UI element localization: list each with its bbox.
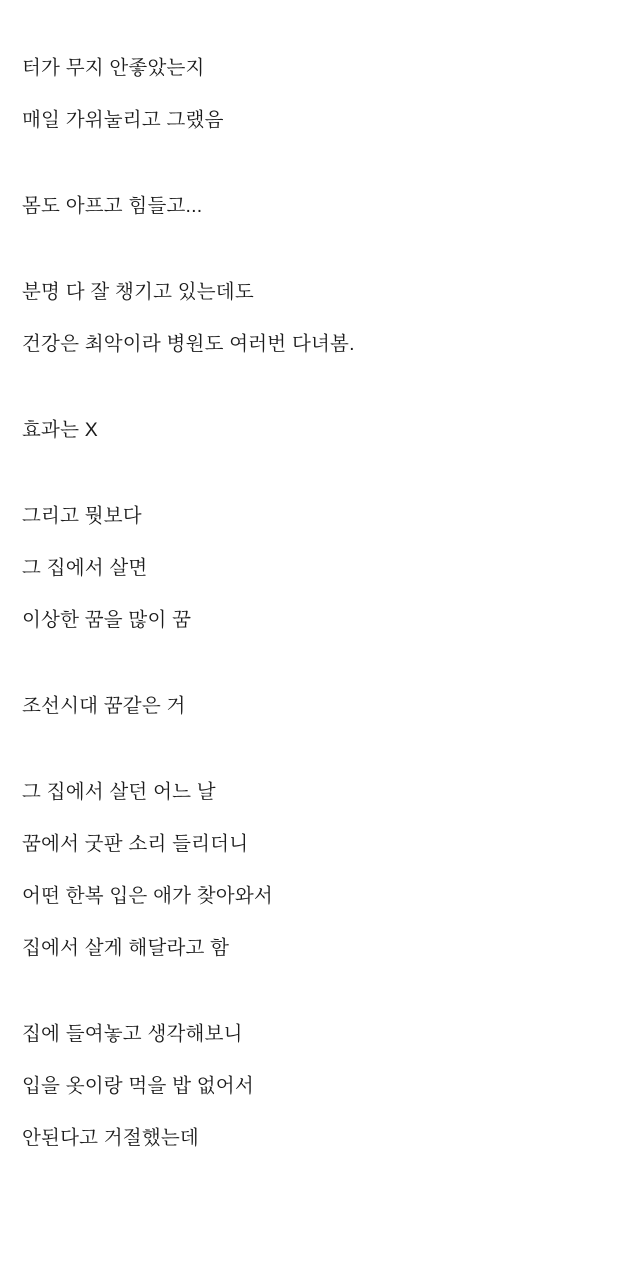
text-line: 건강은 최악이라 병원도 여러번 다녀봄. [22,333,355,355]
paragraph [22,766,618,974]
text-line: 몸도 아프고 힘들고... [22,195,203,217]
text-line: 안된다고 거절했는데 [22,1127,199,1149]
text-line: 그 집에서 살면 [22,557,148,579]
text-line: 그리고 뭣보다 [22,505,142,527]
text-line: 집에 들여놓고 생각해보니 [22,1023,243,1045]
paragraph [22,180,618,232]
text-line: 집에서 살게 해달라고 함 [22,937,230,959]
text-line: 터가 무지 안좋았는지 [22,57,205,79]
paragraph [22,490,618,646]
paragraph [22,680,618,732]
text-line: 어떤 한복 입은 애가 찾아와서 [22,885,273,907]
text-line: 매일 가위눌리고 그랬음 [22,109,224,131]
text-line: 분명 다 잘 챙기고 있는데도 [22,281,254,303]
text-line: 이상한 꿈을 많이 꿈 [22,609,192,631]
text-line: 입을 옷이랑 먹을 밥 없어서 [22,1075,254,1097]
text-line: 꿈에서 굿판 소리 들리더니 [22,833,249,855]
paragraph [22,266,618,370]
paragraph [22,1008,618,1164]
text-line: 조선시대 꿈같은 거 [22,695,186,717]
paragraph [22,42,618,146]
paragraph [22,404,618,456]
text-line: 효과는 X [22,419,98,441]
text-line: 그 집에서 살던 어느 날 [22,781,216,803]
